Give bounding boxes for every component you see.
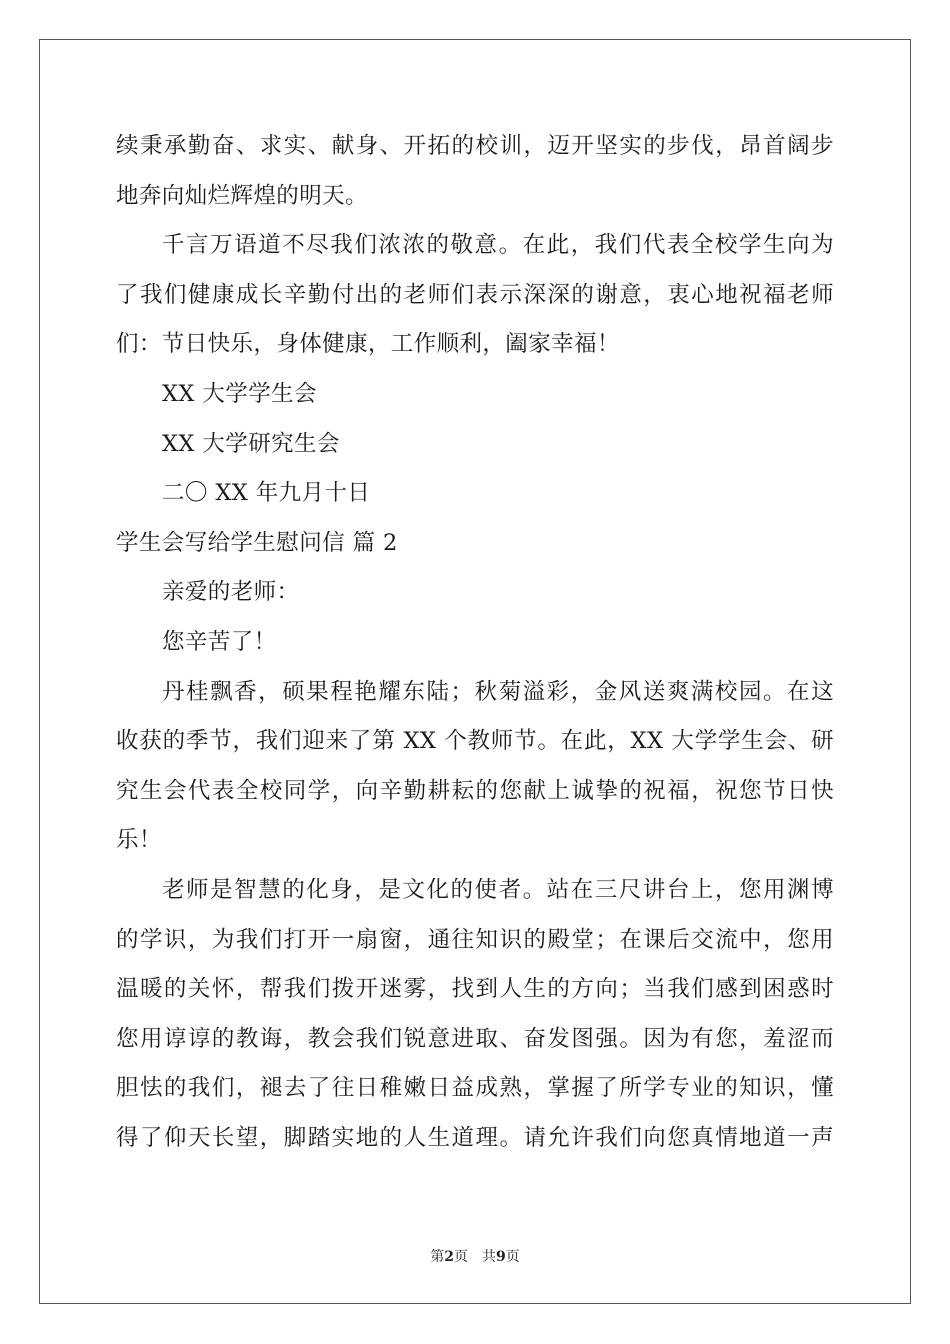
page-footer xyxy=(0,1246,950,1266)
paragraph-line: 的学识，为我们打开一扇窗，通往知识的殿堂；在课后交流中，您用 xyxy=(116,926,834,953)
paragraph-line: 胆怯的我们，褪去了往日稚嫩日益成熟，掌握了所学专业的知识，懂 xyxy=(116,1075,834,1102)
signature-graduate-union: XX 大学研究生会 xyxy=(162,430,340,457)
paragraph-line: 了我们健康成长辛勤付出的老师们表示深深的谢意，衷心地祝福老师 xyxy=(116,281,834,308)
paragraph-line: 丹桂飘香，硕果程艳耀东陆；秋菊溢彩，金风送爽满校园。在这 xyxy=(162,678,834,705)
paragraph-line: 地奔向灿烂辉煌的明天。 xyxy=(116,182,368,209)
greeting: 您辛苦了！ xyxy=(162,628,277,655)
page-suffix: 页 xyxy=(505,1249,520,1265)
paragraph-line: 千言万语道不尽我们浓浓的敬意。在此，我们代表全校学生向为 xyxy=(162,232,834,259)
paragraph-line: 温暖的关怀，帮我们拨开迷雾，找到人生的方向；当我们感到困惑时 xyxy=(116,976,834,1003)
salutation: 亲爱的老师： xyxy=(162,579,300,606)
paragraph-line: 续秉承勤奋、求实、献身、开拓的校训，迈开坚实的步伐，昂首阔步 xyxy=(116,133,834,159)
document-body xyxy=(116,122,834,1163)
paragraph-line: 得了仰天长望，脚踏实地的人生道理。请允许我们向您真情地道一声 xyxy=(116,1124,834,1151)
paragraph-line: 究生会代表全校同学，向辛勤耕耘的您献上诚挚的祝福，祝您节日快 xyxy=(116,777,834,804)
paragraph-line: 们：节日快乐，身体健康，工作顺利，阖家幸福！ xyxy=(116,331,620,358)
current-page-number: 2 xyxy=(444,1249,454,1265)
paragraph-line: 收获的季节，我们迎来了第 XX 个教师节。在此，XX 大学学生会、研 xyxy=(116,728,834,755)
page-prefix: 第 xyxy=(430,1249,445,1265)
total-page-number: 9 xyxy=(496,1249,506,1265)
paragraph-line: 您用谆谆的教诲，教会我们锐意进取、奋发图强。因为有您，羞涩而 xyxy=(116,1025,834,1052)
letter-date: 二〇 XX 年九月十日 xyxy=(162,480,371,507)
section-heading: 学生会写给学生慰问信 篇 2 xyxy=(116,529,398,556)
signature-student-union: XX 大学学生会 xyxy=(162,380,317,407)
paragraph-line: 乐！ xyxy=(116,827,162,854)
paragraph-line: 老师是智慧的化身，是文化的使者。站在三尺讲台上，您用渊博 xyxy=(162,876,834,903)
page-mid: 页 共 xyxy=(454,1249,496,1265)
